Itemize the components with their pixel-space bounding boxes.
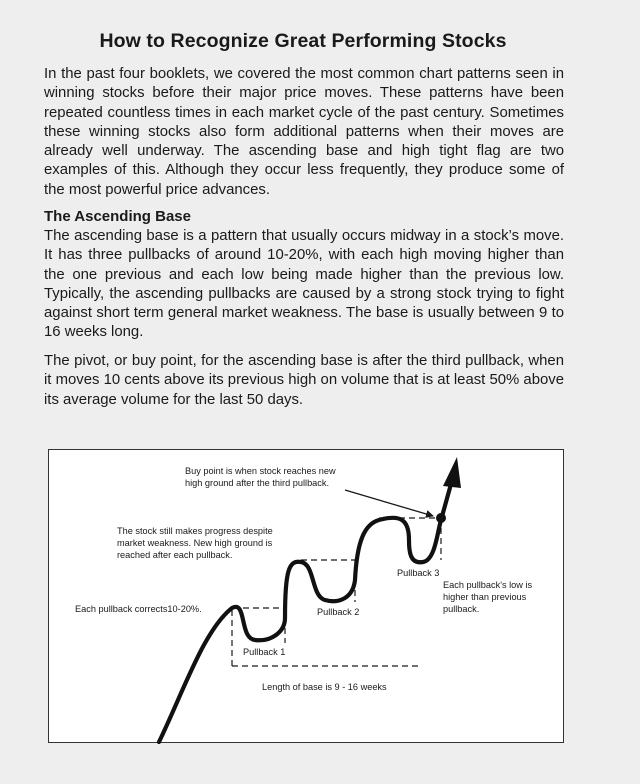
- buy-point-dot: [436, 513, 446, 523]
- pivot-paragraph: The pivot, or buy point, for the ascending base is after the third pullback, when it moves 10 cents above its previous high on volume that is at least 50% above its average volume for the last 50 days.: [44, 353, 564, 408]
- progress-note-line-1: The stock still makes progress despite: [117, 526, 273, 536]
- ascending-base-diagram: [49, 450, 565, 744]
- intro-paragraph: In the past four booklets, we covered the most common chart patterns seen in winning stocks before their major price moves. These patterns have been repeated countless times in each market cycle of the past century. Sometimes these winning stocks also form additional patterns when their moves are already well underway. The ascending base and high tight flag are two examples of this. Although they occur less frequently, they produce some of the most powerful price advances.: [44, 66, 564, 198]
- pullback-1-label: Pullback 1: [243, 647, 286, 657]
- corrects-note: Each pullback corrects10-20%.: [75, 604, 202, 614]
- low-note-line-3: pullback.: [443, 604, 480, 614]
- price-curve: [159, 484, 451, 742]
- section-heading: The Ascending Base: [44, 208, 191, 225]
- progress-note-line-3: reached after each pullback.: [117, 550, 233, 560]
- base-length-note: Length of base is 9 - 16 weeks: [262, 682, 387, 692]
- buy-point-note-line-2: high ground after the third pullback.: [185, 478, 330, 488]
- pullback-2-label: Pullback 2: [317, 607, 360, 617]
- low-note-line-1: Each pullback's low is: [443, 580, 533, 590]
- pullback-3-label: Pullback 3: [397, 568, 440, 578]
- ascending-base-figure: [48, 449, 564, 743]
- buy-point-pointer: [345, 490, 433, 516]
- progress-note-line-2: market weakness. New high ground is: [117, 538, 273, 548]
- page-title: How to Recognize Great Performing Stocks: [99, 30, 507, 52]
- buy-point-note-line-1: Buy point is when stock reaches new: [185, 466, 336, 476]
- price-arrowhead: [443, 457, 461, 488]
- low-note-line-2: higher than previous: [443, 592, 527, 602]
- ascending-base-paragraph: The ascending base is a pattern that usually occurs midway in a stock’s move. It has three pullbacks of around 10-20%, with each high moving higher than the one previous and each low being made higher than the previous low. Typically, the ascending pullbacks are caused by a strong stock trying to fight against short term general market weakness. The base is usually between 9 to 16 weeks long.: [44, 228, 564, 341]
